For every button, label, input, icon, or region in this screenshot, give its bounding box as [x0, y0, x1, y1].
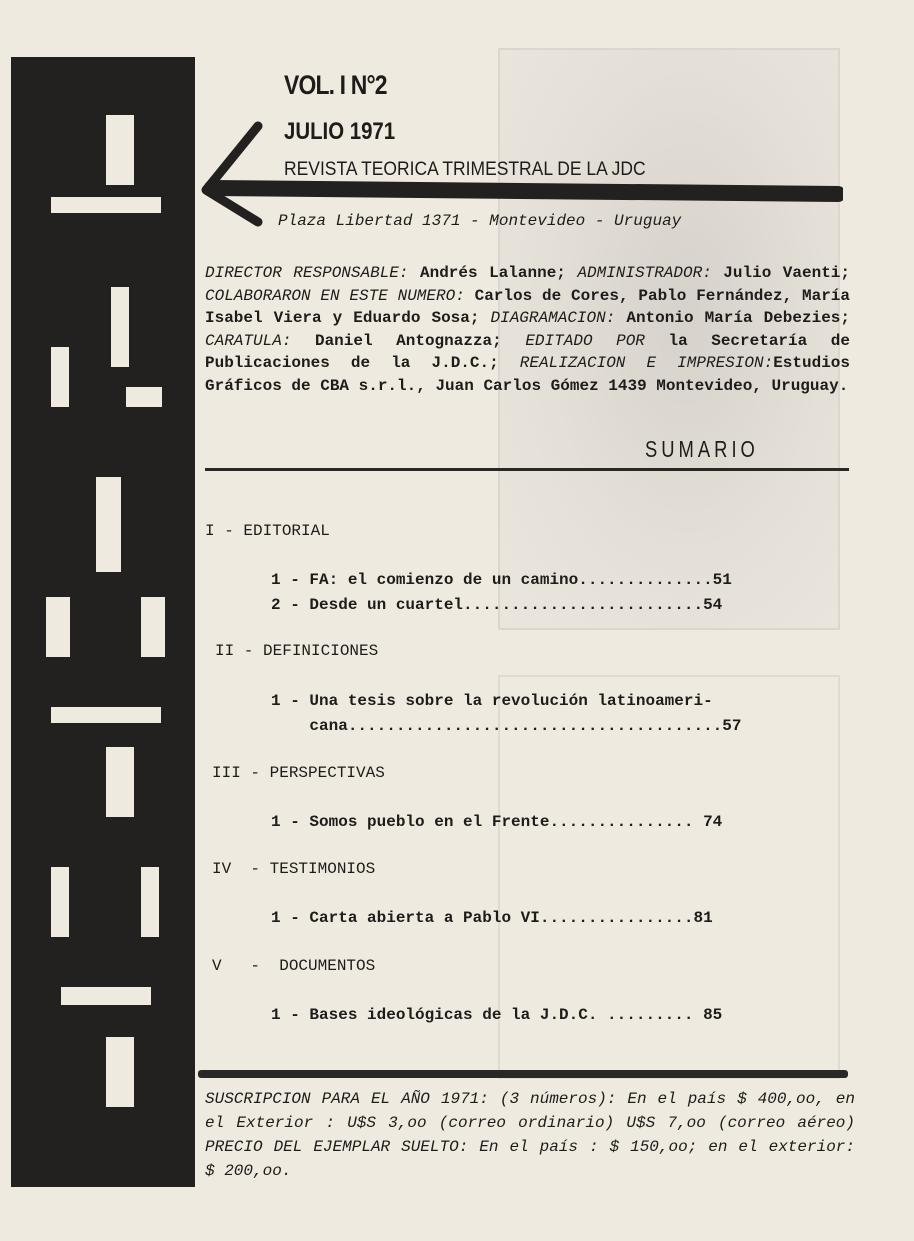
issue-date: JULIO 1971 [284, 118, 396, 145]
credit-role: COLABORARON EN ESTE NUMERO: [205, 286, 465, 305]
address: Plaza Libertad 1371 - Montevideo - Uruguay [278, 212, 682, 230]
credit-role: DIAGRAMACION: [490, 309, 616, 327]
sumario-title: SUMARIO [645, 436, 759, 462]
credit-name: Carlos de Cores, Pablo Fernández, María Isabel Viera y Eduardo Sosa; [205, 286, 850, 327]
divider-rule-bottom [198, 1070, 848, 1078]
divider-rule [205, 468, 849, 471]
credit-name: Andrés Lalanne; [408, 264, 578, 282]
credit-name: Daniel Antognazza; [291, 331, 526, 350]
credit-role: ADMINISTRADOR: [577, 264, 712, 282]
masthead-logo [11, 57, 195, 1187]
credit-name: Julio Vaenti; [711, 264, 850, 282]
toc-section-editorial: I - EDITORIAL [205, 522, 330, 540]
toc-section-documentos: V - DOCUMENTOS [212, 957, 376, 975]
credits-block [205, 262, 850, 397]
credit-role: REALIZACION E IMPRESION: [519, 354, 774, 372]
toc-section-definiciones: II - DEFINICIONES [215, 642, 379, 660]
toc-section-perspectivas: III - PERSPECTIVAS [212, 764, 385, 782]
credit-name: la Secretaría de Publicaciones de la J.D.C.; [205, 331, 850, 372]
magazine-subtitle: REVISTA TEORICA TRIMESTRAL DE LA JDC [284, 159, 646, 180]
credit-name: Estudios Gráficos de CBA s.r.l., Juan Carlos Gómez 1439 Montevideo, Uruguay. [205, 354, 850, 395]
credit-name: Antonio María Debezies; [615, 309, 850, 327]
toc-entry: 1 - Somos pueblo en el Frente............... 74 [271, 813, 723, 831]
toc-section-testimonios: IV - TESTIMONIOS [212, 860, 376, 878]
toc-entry: 2 - Desde un cuartel.........................54 [271, 596, 723, 614]
volume-number: VOL. I N°2 [284, 70, 387, 100]
toc-entry: 1 - Una tesis sobre la revolución latinoameri- [271, 692, 713, 710]
credit-role: EDITADO POR [525, 331, 645, 350]
toc-entry: 1 - FA: el comienzo de un camino..............51 [271, 571, 732, 589]
subscription-info: SUSCRIPCION PARA EL AÑO 1971: (3 números): En el país $ 400,oo, en el Exterior : U$S 3,oo (correo ordinario) U$S 7,oo (correo aéreo) PRECIO DEL EJEMPLAR SUELTO: En el país : $ 150,oo; en el exterior: $ 200,oo. [205, 1090, 855, 1180]
toc-entry: 1 - Carta abierta a Pablo VI................81 [271, 909, 713, 927]
credit-role: DIRECTOR RESPONSABLE: [205, 264, 409, 282]
credit-role: CARATULA: [205, 331, 292, 350]
toc-entry: cana.......................................57 [271, 717, 742, 735]
toc-entry: 1 - Bases ideológicas de la J.D.C. ......... 85 [271, 1006, 723, 1024]
